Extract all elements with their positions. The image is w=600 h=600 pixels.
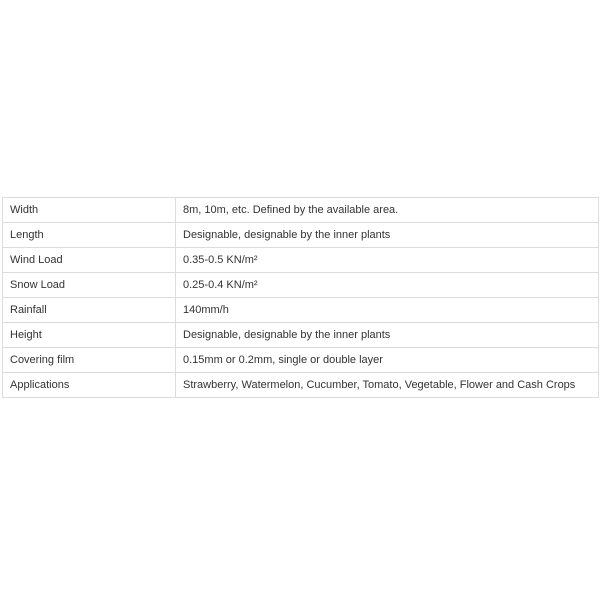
row-label: Snow Load <box>3 273 176 298</box>
specification-table-body <box>3 198 599 398</box>
table-row <box>3 298 599 323</box>
row-value: 8m, 10m, etc. Defined by the available area. <box>176 198 599 223</box>
table-row <box>3 348 599 373</box>
row-value: 0.35-0.5 KN/m² <box>176 248 599 273</box>
table-row <box>3 198 599 223</box>
row-value: Designable, designable by the inner plants <box>176 223 599 248</box>
table-row <box>3 248 599 273</box>
row-value: 0.15mm or 0.2mm, single or double layer <box>176 348 599 373</box>
row-value: Strawberry, Watermelon, Cucumber, Tomato, Vegetable, Flower and Cash Crops <box>176 373 599 398</box>
row-label: Wind Load <box>3 248 176 273</box>
row-value: 140mm/h <box>176 298 599 323</box>
table-row <box>3 323 599 348</box>
specification-table <box>2 197 599 398</box>
table-row <box>3 373 599 398</box>
row-label: Height <box>3 323 176 348</box>
row-label: Width <box>3 198 176 223</box>
row-value: 0.25-0.4 KN/m² <box>176 273 599 298</box>
row-label: Covering film <box>3 348 176 373</box>
row-label: Applications <box>3 373 176 398</box>
row-value: Designable, designable by the inner plants <box>176 323 599 348</box>
table-row <box>3 223 599 248</box>
table-row <box>3 273 599 298</box>
row-label: Length <box>3 223 176 248</box>
row-label: Rainfall <box>3 298 176 323</box>
